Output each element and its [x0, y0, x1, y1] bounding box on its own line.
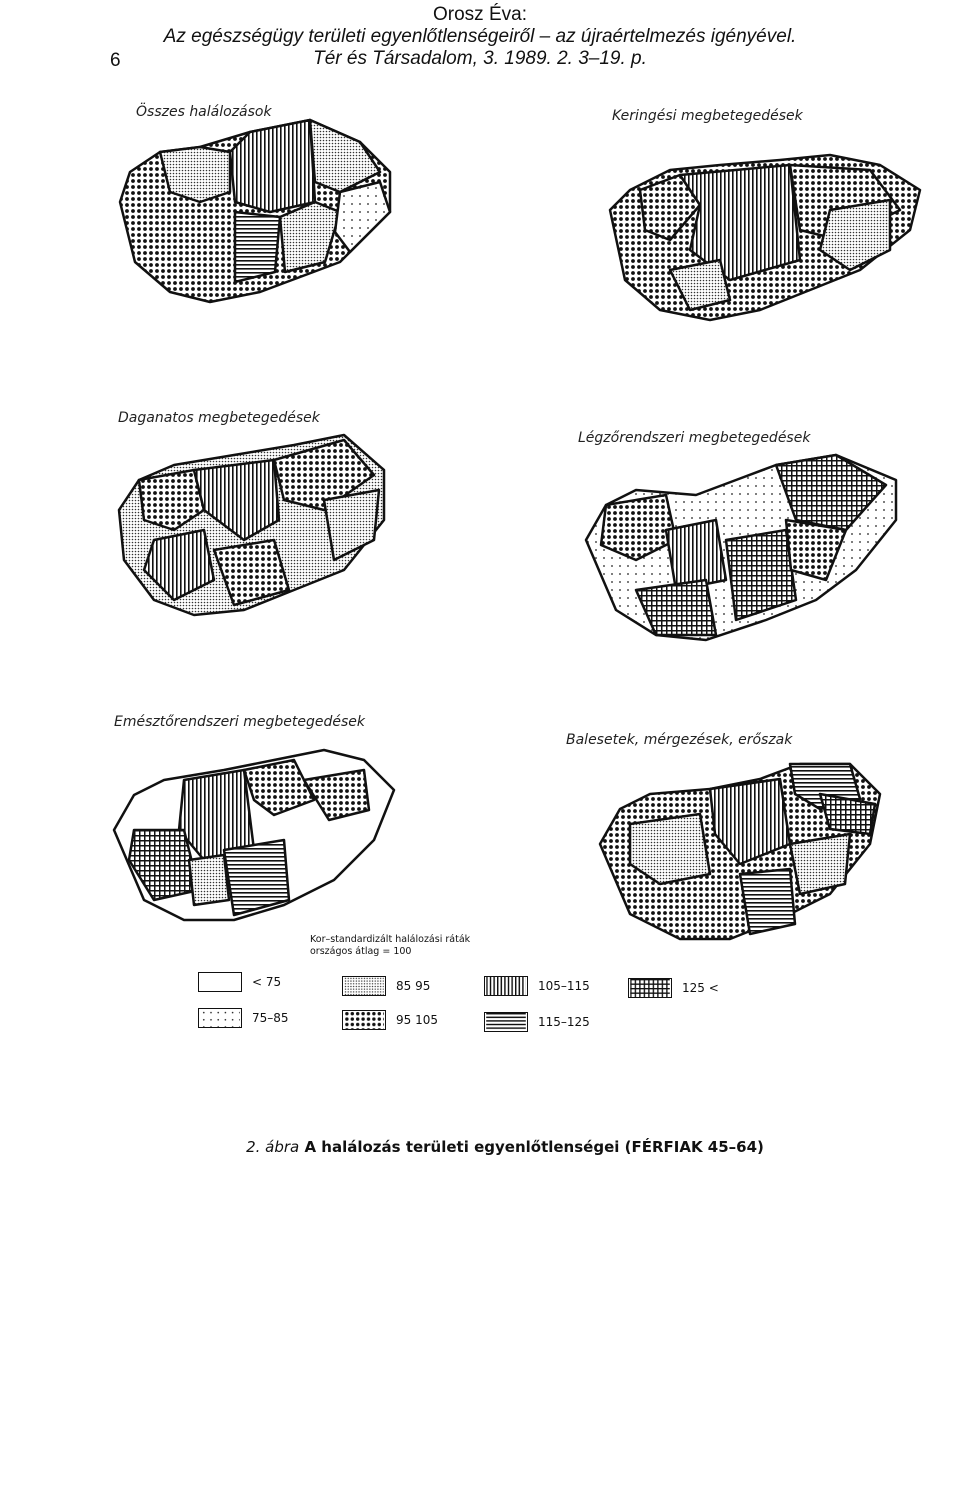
legend-swatch-vertical-lines	[484, 976, 528, 996]
legend-item-lt75	[198, 972, 281, 992]
legend-label: 75–85	[252, 1011, 289, 1025]
legend-label: 105–115	[538, 979, 590, 993]
legend-label: 125 <	[682, 981, 719, 995]
legend-swatch-fine-dots	[342, 976, 386, 996]
legend-item-gt125	[628, 978, 719, 998]
map-title-accidents: Balesetek, mérgezések, erőszak	[566, 732, 793, 748]
citation-line: Tér és Társadalom, 3. 1989. 2. 3–19. p.	[313, 48, 647, 69]
map-cancer	[104, 430, 404, 630]
legend-swatch-dense-dots	[342, 1010, 386, 1030]
legend-swatch-sparse-dots	[198, 1008, 242, 1028]
map-circulatory	[600, 150, 930, 325]
map-accidents	[590, 754, 890, 944]
legend-item-115-125	[484, 1012, 590, 1032]
caption-text: A halálozás területi egyenlőtlenségei (FÉRFIAK 45–64)	[304, 1138, 764, 1156]
map-total-mortality	[100, 112, 420, 312]
legend-item-85-95	[342, 976, 430, 996]
map-digestive	[104, 740, 404, 930]
page-number: 6	[110, 50, 121, 71]
legend-item-105-115	[484, 976, 590, 996]
article-title: Az egészségügy területi egyenlőtlenségeiről – az újraértelmezés igényével.	[163, 26, 797, 47]
map-title-digestive: Emésztőrendszeri megbetegedések	[114, 714, 366, 730]
map-respiratory	[576, 450, 906, 645]
legend-title-line1: Kor–standardizált halálozási ráták	[310, 934, 471, 945]
legend-label: 115–125	[538, 1015, 590, 1029]
legend-swatch-grid	[628, 978, 672, 998]
figure-caption	[0, 1138, 960, 1156]
legend-title-line2: országos átlag = 100	[310, 946, 412, 957]
legend-swatch-horizontal-lines	[484, 1012, 528, 1032]
legend-label: 95 105	[396, 1013, 438, 1027]
legend-title	[310, 934, 470, 958]
map-title-respiratory: Légzőrendszeri megbetegedések	[578, 430, 811, 446]
legend-item-95-105	[342, 1010, 438, 1030]
legend-label: < 75	[252, 975, 282, 989]
legend-label: 85 95	[396, 979, 431, 993]
legend-swatch-blank	[198, 972, 242, 992]
map-title-total: Összes halálozások	[136, 104, 272, 120]
map-title-cancer: Daganatos megbetegedések	[118, 410, 320, 426]
caption-prefix: 2. ábra	[246, 1138, 300, 1156]
author-line: Orosz Éva:	[433, 4, 527, 25]
legend-item-75-85	[198, 1008, 289, 1028]
map-title-circulatory: Keringési megbetegedések	[612, 108, 803, 124]
